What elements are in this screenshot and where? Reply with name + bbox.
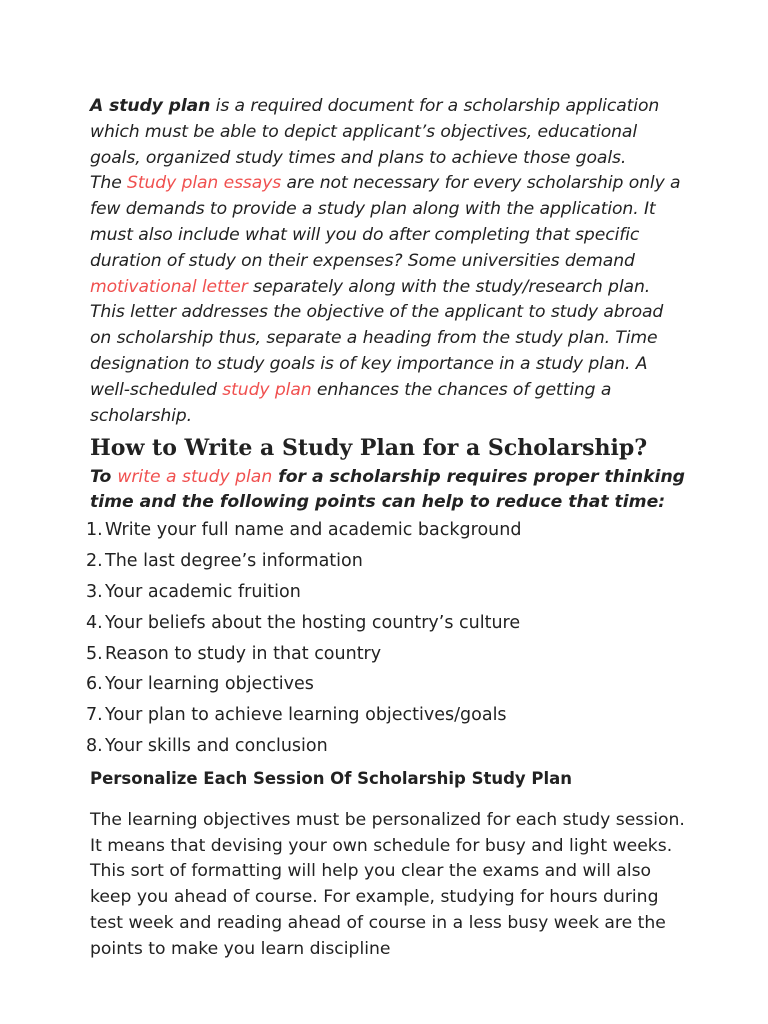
intro-text: is a required document for a scholarship application which must be able to depict applicant’s objectives, educational goals, organized study times and plans to achieve those goals. xyxy=(90,96,660,168)
list-item-text: Your learning objectives xyxy=(105,674,314,695)
intro-text: The xyxy=(90,173,128,194)
intro-paragraph-1 xyxy=(90,94,688,171)
lead-paragraph xyxy=(90,465,688,515)
points-list xyxy=(86,515,688,761)
list-item-text: The last degree’s information xyxy=(105,551,363,572)
list-item xyxy=(86,669,688,700)
list-item xyxy=(86,731,688,762)
intro-text: enhances the chances of getting a scholarship. xyxy=(90,379,612,426)
link-motivational-letter[interactable]: motivational letter xyxy=(90,276,248,297)
list-number: 5. xyxy=(86,643,103,664)
list-number: 8. xyxy=(86,735,103,756)
document-content xyxy=(86,94,688,963)
list-item xyxy=(86,608,688,639)
intro-paragraph-2 xyxy=(90,171,688,429)
intro-section xyxy=(90,94,688,429)
list-item xyxy=(86,515,688,546)
list-number: 4. xyxy=(86,612,103,633)
list-item-text: Your beliefs about the hosting country’s culture xyxy=(105,612,521,633)
list-number: 6. xyxy=(86,674,103,695)
list-number: 7. xyxy=(86,705,103,726)
lead-text: for a scholarship requires proper thinking time and the following points can help to reduce that time: xyxy=(90,467,685,513)
list-item-text: Write your full name and academic background xyxy=(105,520,522,541)
list-item-text: Reason to study in that country xyxy=(105,643,382,664)
list-item-text: Your academic fruition xyxy=(105,581,301,602)
link-study-plan[interactable]: study plan xyxy=(222,379,312,400)
list-item xyxy=(86,546,688,577)
list-item xyxy=(86,639,688,670)
list-item xyxy=(86,700,688,731)
list-item-text: Your plan to achieve learning objectives/goals xyxy=(105,705,507,726)
list-number: 3. xyxy=(86,581,103,602)
body-paragraph: The learning objectives must be personalized for each study session. It means that devising your own schedule for busy and light weeks. This sort of formatting will help you clear the exams and will also keep you ahead of course. For example, studying for hours during test week and reading ahead of course in a less busy week are the points to make you learn discipline xyxy=(90,809,685,959)
list-number: 2. xyxy=(86,551,103,572)
list-item-text: Your skills and conclusion xyxy=(105,735,328,756)
link-write-a-study-plan[interactable]: write a study plan xyxy=(117,467,273,488)
list-item xyxy=(86,577,688,608)
intro-text: separately along with the study/research plan. This letter addresses the objective of the applicant to study abroad on scholarship thus, separate a heading from the study plan. Time designation to study goals is of key importance in a study plan. A well-scheduled xyxy=(90,276,664,400)
list-number: 1. xyxy=(86,520,103,541)
lead-text: To xyxy=(90,467,118,488)
section-heading: How to Write a Study Plan for a Scholarship? xyxy=(90,435,648,462)
link-study-plan-essays[interactable]: Study plan essays xyxy=(127,173,282,194)
intro-text: are not necessary for every scholarship only a few demands to provide a study plan along with the application. It must also include what will you do after completing that specific duration of study on their expenses? Some universities demand xyxy=(90,173,681,271)
subsection-heading: Personalize Each Session Of Scholarship Study Plan xyxy=(90,768,573,788)
intro-bold-term: A study plan xyxy=(90,96,211,116)
